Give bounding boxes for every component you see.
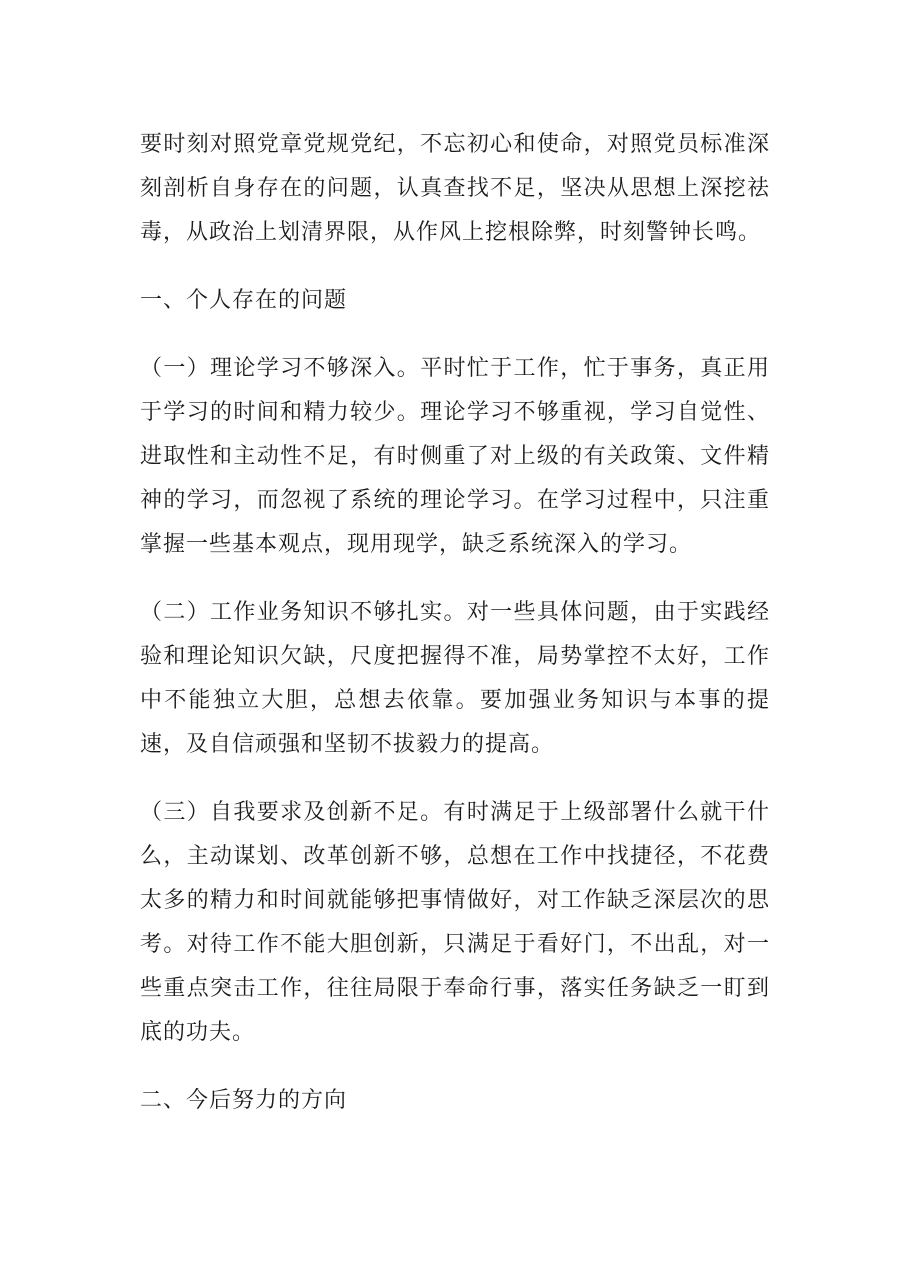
document-body	[140, 123, 770, 1147]
problem-item-1: （一）理论学习不够深入。平时忙于工作，忙于事务，真正用于学习的时间和精力较少。理论学习不够重视，学习自觉性、进取性和主动性不足，有时侧重了对上级的有关政策、文件精神的学习，而忽视了系统的理论学习。在学习过程中，只注重掌握一些基本观点，现用现学，缺乏系统深入的学习。	[140, 356, 770, 557]
problem-item-2: （二）工作业务知识不够扎实。对一些具体问题，由于实践经验和理论知识欠缺，尺度把握得不准，局势掌控不太好，工作中不能独立大胆，总想去依靠。要加强业务知识与本事的提速，及自信顽强和坚韧不拔毅力的提高。	[140, 600, 770, 757]
problem-item-3: （三）自我要求及创新不足。有时满足于上级部署什么就干什么，主动谋划、改革创新不够，总想在工作中找捷径，不花费太多的精力和时间就能够把事情做好，对工作缺乏深层次的思考。对待工作不能大胆创新，只满足于看好门，不出乱，对一些重点突击工作，往往局限于奉命行事，落实任务缺乏一盯到底的功夫。	[140, 800, 770, 1045]
section-heading-direction: 二、今后努力的方向	[140, 1088, 348, 1113]
section-heading-problems: 一、个人存在的问题	[140, 288, 348, 313]
intro-paragraph: 要时刻对照党章党规党纪，不忘初心和使命，对照党员标准深刻剖析自身存在的问题，认真查找不足，坚决从思想上深挖祛毒，从政治上划清界限，从作风上挖根除弊，时刻警钟长鸣。	[140, 132, 770, 245]
